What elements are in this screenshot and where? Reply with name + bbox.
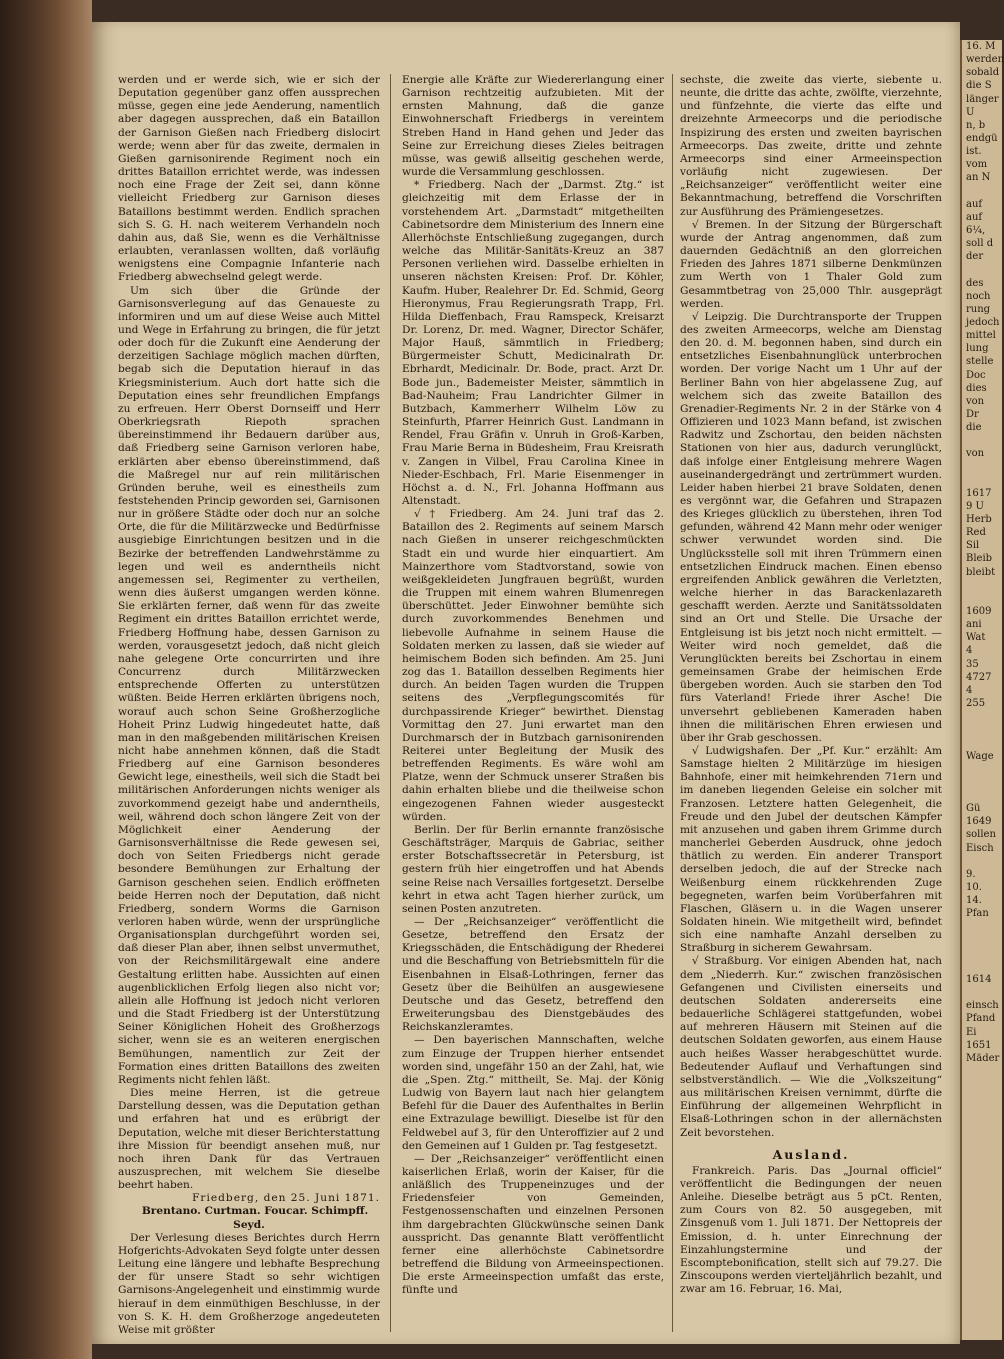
edge-fragment: dies [966,382,987,394]
article-paragraph: werden und er werde sich, wie er sich der Deputation gegenüber ganz offen aussprechen müsse, gegen eine jede Aenderung, namentlich aber dagegen aussprechen, daß ein Bataillon der Garnison Gießen nach Friedberg dislocirt werde; wenn aber für das zweite, dermalen in Gießen garnisonirende Regiment noch ein drittes Bataillon errichtet werde, was indessen noch eine Frage der Zeit sei, dann könne vielleicht Friedberg zur Garnison dieses Bataillons bestimmt werden. Endlich sprachen sich S. G. H. nach weiterem Verhandeln noch dahin aus, daß Sie, wenn es die Verhältnisse erlaubten, veranlassen wollten, daß vorläufig wenigstens eine Compagnie Infanterie nach Friedberg abwechselnd gelegt werde. [118,74,380,284]
article-paragraph: √ Straßburg. Vor einigen Abenden hat, nach dem „Niederrh. Kur.“ zwischen französischen Gefangenen und Civilisten einerseits und deutschen Soldaten andererseits eine bedauerliche Schlägerei stattgefunden, wobei auf mehreren Häusern mit Steinen auf die deutschen Soldaten geworfen, aus einem Hause auch heißes Wasser herabgeschüttet wurde. Bedeutender Auflauf und Verhaftungen sind selbstverständlich. — Wie die „Volkszeitung“ aus militärischen Kreisen vernimmt, dürfte die Einführung der allgemeinen Wehrpflicht in Elsaß-Lothringen schon in der allernächsten Zeit bevorstehen. [680,955,942,1139]
newspaper-page [92,22,960,1344]
edge-fragment: ist. [966,146,982,158]
edge-fragment [966,710,1002,723]
article-paragraph: Energie alle Kräfte zur Wiedererlangung einer Garnison rechtzeitig aufzubieten. Mit der ernsten Mahnung, daß die ganze Einwohnerschaft Friedbergs in vereintem Streben Hand in Hand gehen und Jeder das Seine zur Erreichung dieses Zieles beitragen müsse, was gewiß allseitig geschehen werde, wurde die Versammlung geschlossen. [402,74,664,179]
edge-fragment: länger [966,93,999,105]
edge-fragment [966,263,1002,276]
edge-fragment [966,947,1002,960]
edge-fragment: 4727 [966,671,992,683]
edge-fragment: ani [966,619,982,631]
edge-fragment: endgü [966,132,998,144]
edge-fragment: Gü [966,803,981,815]
edge-fragment [966,934,1002,947]
edge-fragment: U [966,106,975,118]
edge-fragment [966,920,1002,933]
edge-fragment: 16. M [966,41,996,52]
edge-fragment: auf [966,211,983,223]
edge-fragment: der [966,251,984,263]
edge-fragment [966,789,1002,802]
edge-fragment: Wat [966,632,986,644]
article-paragraph: — Den bayerischen Mannschaften, welche zum Einzuge der Truppen hierher entsendet worden sind, ungefähr 150 an der Zahl, hat, wie die „Spen. Ztg.“ mittheilt, Se. Maj. der König Ludwig von Bayern laut nach hier gelangtem Befehl für die Dauer des Aufenthaltes in Berlin eine Extrazulage bewilligt. Dieselbe ist für den Feldwebel auf 3, für den Unteroffizier auf 2 und den Gemeinen auf 1 Gulden pr. Tag festgesetzt. [402,1034,664,1152]
edge-fragment: Ei [966,1026,977,1038]
edge-fragment [966,185,1002,198]
edge-fragment: 6¼, [966,224,986,236]
article-paragraph: Berlin. Der für Berlin ernannte französische Geschäftsträger, Marquis de Gabriac, seither erster Botschaftssecretär in Petersburg, ist gestern früh hier eingetroffen und hat Abends seine Reise nach Versailles fortgesetzt. Derselbe kehrt in etwa acht Tagen hierher zurück, um seinen Posten anzutreten. [402,823,664,915]
edge-fragment: lung [966,343,989,355]
article-paragraph: * Friedberg. Nach der „Darmst. Ztg.“ ist gleichzeitig mit dem Erlasse der in vorstehendem Art. „Darmstadt“ mitgetheilten Cabinetsordre dem Ministerium des Innern eine Allerhöchste Entschließung zugegangen, durch welche das Militär-Sanitäts-Kreuz an 387 Personen verliehen wird. Dasselbe erhielten in unseren nächsten Kreisen: Prof. Dr. Köhler, Kaufm. Huber, Realehrer Dr. Ed. Schmid, Georg Hieronymus, Frau Regierungsrath Trapp, Frl. Hilda Dieffenbach, Frau Ramspeck, Kreisarzt Dr. Lorenz, Dr. med. Wagner, Director Schäfer, Major Hauß, sämmtlich in Friedberg; Bürgermeister Schutt, Medicinalrath Dr. Ebrhardt, Medicinalr. Dr. Bode, pract. Arzt Dr. Bode jun., Bademeister Meister, sämmtlich in Bad-Nauheim; Frau Landrichter Gilmer in Butzbach, Kammerherr Wilhelm Löw zu Steinfurth, Pfarrer Heinrich Gust. Landmann in Rendel, Frau Gräfin v. Unruh in Groß-Karben, Frau Marie Berna in Büdesheim, Frau Kreisrath v. Zangen in Vilbel, Frau Carolina Kinee in Nieder-Eschbach, Frl. Marie Eisenmenger in Höchst a. d. N., Frl. Johanna Hoffmann aus Altenstadt. [402,179,664,507]
edge-fragment: 9. [966,868,976,880]
edge-fragment [966,592,1002,605]
edge-fragment [966,763,1002,776]
edge-fragment: werden [966,54,1004,66]
edge-fragment: rung [966,303,991,315]
edge-fragment: an N [966,172,991,184]
edge-fragment: 1649 [966,816,992,828]
article-paragraph: Dies meine Herren, ist die getreue Darstellung dessen, was die Deputation gethan und erfahren hat und es erübrigt der Deputation, welche mit dieser Berichterstattung ihre Mission für beendigt ansehen muß, nur noch ihren Dank für das Vertrauen auszusprechen, mit welchem Sie dieselbe beehrt haben. [118,1087,380,1192]
book-spine [0,0,92,1359]
article-paragraph: sechste, die zweite das vierte, siebente u. neunte, die dritte das achte, zwölfte, vierzehnte, und fünfzehnte, die vierte das elfte und dreizehnte Armeecorps und die periodische Inspizirung des ersten und zweiten bayrischen Armeecorps. Das zweite, dritte und zehnte Armeecorps sind einer Armeeinspection vorläufig nicht zugewiesen. Der „Reichsanzeiger“ veröffentlicht weiter eine Bekanntmachung, betreffend die Vorschriften zur Ausführung des Prämiengesetzes. [680,74,942,218]
next-page-edge [960,40,1002,1340]
edge-fragment: 4 [966,645,973,657]
report-signers: Brentano. Curtman. Foucar. Schimpff. Seyd. [141,1205,369,1231]
edge-fragment: die S [966,80,992,92]
edge-fragment: Pfand [966,1013,996,1025]
column-divider [672,74,673,1332]
article-paragraph: — Der „Reichsanzeiger“ veröffentlicht die Gesetze, betreffend den Ersatz der Kriegsschäden, die Entschädigung der Rhederei und die Beschaffung von Betriebsmitteln für die Eisenbahnen in Elsaß-Lothringen, ferner das Gesetz über die Beihülfen an ausgewiesene Deutsche und das Gesetz, betreffend den Erweiterungsbau des Dienstgebäudes des Reichskanzleramtes. [402,916,664,1034]
edge-fragment: mittel [966,330,996,342]
edge-fragment: einsch [966,1000,999,1012]
edge-fragment: 1614 [966,973,992,985]
edge-fragment: 9 U [966,500,984,512]
edge-fragment [966,776,1002,789]
column-divider [390,74,391,1332]
edge-fragment: stelle [966,356,994,368]
edge-fragment: sobald [966,67,1000,79]
column-right [680,74,942,1336]
edge-fragment: Dr [966,408,979,420]
edge-fragment: n, b [966,119,986,131]
edge-fragment [966,986,1002,999]
article-paragraph: Um sich über die Gründe der Garnisonsverlegung auf das Genaueste zu informiren und um auf diese Weise auch Mittel und Wege in Erfahrung zu bringen, die für jetzt oder doch für die Zukunft eine Aenderung der derzeitigen Sachlage möglich machen dürften, begab sich die Deputation hierauf in das Kriegsministerium. Auch dort hatte sich die Deputation eines sehr freundlichen Empfangs zu erfreuen. Herr Oberst Dornseiff und Herr Oberkriegsrath Riepoth sprachen übereinstimmend ihr Bedauern darüber aus, daß Friedberg seine Garnison verloren habe, erklärten aber ebenso übereinstimmend, daß die Maßregel nur auf rein militärischen Gründen beruhe, weil es einestheils zum feststehenden Princip geworden sei, Garnisonen nur in größere Städte oder doch nur an solche Orte, die für die Militärzwecke und Bedürfnisse ausgiebige Einrichtungen besitzen und in die Bezirke der betreffenden Landwehrstämme zu legen und weil es anderntheils nicht angemessen sei, Regimenter zu vertheilen, wenn dies äußerst umgangen werden könne. Sie erklärten ferner, daß wenn für das zweite Regiment ein drittes Bataillon errichtet werde, Friedberg Hoffnung habe, dessen Garnison zu werden, vorausgesetzt jedoch, daß nicht gleich nahe gelegene Orte concurrirten und ihre Concurrenz durch Militärzwecken entsprechende Offerten zu unterstützen wüßten. Beide Herren erklärten übrigens noch, worauf auch schon Seine Großherzogliche Hoheit Prinz Ludwig hingedeutet hatte, daß man in den maßgebenden militärischen Kreisen nicht habe annehmen können, daß die Stadt Friedberg auf eine Garnison besonderes Gewicht lege, einestheils, weil sich die Stadt bei militärischen Anforderungen nichts weniger als zuvorkommend gezeigt habe und anderntheils, weil, während doch schon längere Zeit von der Möglichkeit einer Aenderung der Garnisonsverhältnisse die Rede gewesen sei, doch von Seiten Friedbergs nicht gerade besondere Bemühungen zur Erhaltung der Garnison geschehen seien. Endlich eröffneten beide Herren noch der Deputation, daß nicht Friedberg, sondern Worms die Garnison verloren haben würde, wenn der ursprüngliche Organisationsplan durchgeführt worden sei, daß dieser Plan aber, ihnen selbst unvermuthet, von der Reichsmilitärgewalt eine andere Gestaltung erlitten habe. Aussichten auf einen augenblicklichen Erfolg liegen also nicht vor; allein alle Hoffnung ist jedoch nicht verloren und die Stadt Friedberg ist der Unterstützung Seiner Königlichen Hoheit des Großherzogs sicher, wenn sie es an weiteren energischen Bemühungen, namentlich zur Zeit der Formation eines dritten Bataillons des zweiten Regiments nicht fehlen läßt. [118,284,380,1086]
edge-fragment [966,736,1002,749]
edge-fragment: 1609 [966,606,992,618]
edge-fragment: sollen [966,829,996,841]
edge-fragment [966,855,1002,868]
edge-fragment: Sil [966,540,980,552]
edge-fragment [966,474,1002,487]
article-paragraph: Der Verlesung dieses Berichtes durch Herrn Hofgerichts-Advokaten Seyd folgte unter dessen Leitung eine längere und lebhafte Besprechung der für unsere Stadt so sehr wichtigen Garnisons-Angelegenheit und einstimmig wurde hierauf in dem einmüthigen Beschlusse, in der von S. K. H. dem Großherzoge angedeuteten Weise mit größter [118,1231,380,1336]
edge-fragment: soll d [966,238,994,250]
article-paragraph: √ † Friedberg. Am 24. Juni traf das 2. Bataillon des 2. Regiments auf seinem Marsch nach Gießen in unserer reichgeschmückten Stadt ein und wurde hier einquartiert. Am Mainzerthore vom Stadtvorstand, sowie von weißgekleideten Jungfrauen begrüßt, wurden die Truppen mit einem wahren Blumenregen überschüttet. Jeder Einwohner bemühte sich durch zuvorkommendes Benehmen und liebevolle Aufnahme in seinem Hause die Soldaten merken zu lassen, daß sie wieder auf heimischem Boden sich befinden. Am 25. Juni zog das 1. Bataillon desselben Regiments hier durch. An beiden Tagen wurden die Truppen seitens des „Verpflegungscomités für durchpassirende Krieger“ bewirthet. Dienstag Vormittag den 27. Juni erwartet man den Durchmarsch der in Butzbach garnisonirenden Reiterei unter Begleitung der Musik des betreffenden Regiments. Es wäre wohl am Platze, wenn der Schmuck unserer Straßen bis dahin erhalten bliebe und die theilweise schon eingezogenen Fahnen wieder ausgesteckt würden. [402,508,664,823]
edge-fragment: 10. [966,882,982,893]
edge-fragment [966,960,1002,973]
edge-fragment [966,434,1002,447]
report-date-line: Friedberg, den 25. Juni 1871. [192,1192,380,1205]
next-page-edge-text [962,40,1002,1065]
edge-fragment [966,461,1002,474]
edge-fragment: 1651 [966,1039,992,1051]
edge-fragment: von [966,395,985,407]
column-left [118,74,380,1336]
edge-fragment: 14. [966,895,982,907]
edge-fragment: auf [966,198,983,210]
edge-fragment: 4 [966,684,973,696]
edge-fragment: Red [966,527,986,539]
edge-fragment: Eisch [966,842,994,854]
edge-fragment: jedoch [966,316,1000,328]
edge-fragment: vom [966,159,988,171]
article-paragraph: Frankreich. Paris. Das „Journal officiel“ veröffentlicht die Bedingungen der neuen Anleihe. Dieselbe beträgt aus 5 pCt. Renten, zum Cours von 82. 50 ausgegeben, mit Zinsgenuß vom 1. Juli 1871. Der Nettopreis der Emission, d. h. unter Einrechnung der Einzahlungstermine und der Escomptebonification, stellt sich auf 79.27. Die Zinscoupons werden vierteljährlich bezahlt, und zwar am 16. Februar, 16. Mai, [680,1164,942,1296]
edge-fragment: 1617 [966,487,992,499]
edge-fragment [966,579,1002,592]
edge-fragment: Mäder [966,1052,1000,1064]
edge-fragment: die [966,422,982,434]
edge-fragment: Herb [966,514,992,526]
edge-fragment: noch [966,290,991,302]
edge-fragment: von [966,448,985,460]
article-paragraph: √ Bremen. In der Sitzung der Bürgerschaft wurde der Antrag angenommen, daß zum dauernden Gedächtniß an den glorreichen Frieden des Jahres 1871 silberne Denkmünzen zum Werth von 1 Thaler Gold zum Gesammtbetrag von 25,000 Thlr. ausgeprägt werden. [680,218,942,310]
edge-fragment: Wage [966,750,994,762]
column-middle [402,74,664,1336]
edge-fragment: des [966,277,984,289]
article-paragraph: — Der „Reichsanzeiger“ veröffentlicht einen kaiserlichen Erlaß, worin der Kaiser, für die anläßlich des Truppeneinzuges und der Friedensfeier von Gemeinden, Festgenossenschaften und einzelnen Personen ihm dargebrachten Glückwünsche seinen Dank ausspricht. Das genannte Blatt veröffentlicht ferner eine allerhöchste Cabinetsordre betreffend die Bildung von Armeeinspectionen. Die erste Armeeinspection umfaßt das erste, fünfte und [402,1152,664,1297]
edge-fragment: bleibt [966,566,996,578]
edge-fragment: Bleib [966,553,993,565]
article-paragraph: √ Leipzig. Die Durchtransporte der Truppen des zweiten Armeecorps, welche am Dienstag den 20. d. M. begonnen haben, sind durch ein entsetzliches Eisenbahnunglück unterbrochen worden. Der vorige Nacht um 1 Uhr auf der Berliner Bahn von hier abgelassene Zug, auf welchem sich das zweite Bataillon des Grenadier-Regiments Nr. 2 in der Stärke von 4 Offizieren und 1023 Mann befand, ist zwischen Radwitz und Zschortau, den beiden nächsten Stationen von hier aus, dadurch verunglückt, daß infolge einer Entgleisung mehrere Wagen auseinandergedrängt und zertrümmert wurden. Leider haben hierbei 21 brave Soldaten, denen es vergönnt war, die Gefahren und Strapazen des Krieges glücklich zu überstehen, ihren Tod gefunden, während 42 Mann mehr oder weniger schwer verwundet worden sind. Die Unglücksstelle soll mit ihren Trümmern einen entsetzlichen Eindruck machen. Einen ebenso ergreifenden Anblick gewähren die Verletzten, welche hierher in das Barackenlazareth geschafft werden. Aerzte und Sanitätssoldaten sind an Ort und Stelle. Die Ursache der Entgleisung ist bis jetzt noch nicht ermittelt. — Weiter wird noch gemeldet, daß die Verunglückten bereits bei Zschortau in einem gemeinsamen Grabe der heimischen Erde übergeben worden. Auch sie starben den Tod fürs Vaterland! Friede ihrer Asche! Die unversehrt gebliebenen Kameraden haben ihnen die militärischen Ehren erwiesen und über ihr Grab geschossen. [680,310,942,744]
section-heading-ausland: Ausland. [772,1146,850,1162]
edge-fragment: Doc [966,369,986,381]
article-paragraph: √ Ludwigshafen. Der „Pf. Kur.“ erzählt: Am Samstage hielten 2 Militärzüge im hiesigen Bahnhofe, einer mit heimkehrenden 71ern und im daneben liegenden Geleise ein solcher mit Franzosen. Letztere hatten Gelegenheit, die Freude und den Jubel der deutschen Kämpfer mit anzusehen und gaben ihrem Grimme durch mancherlei Geberden Ausdruck, ohne jedoch thätlich zu werden. Ein anderer Transport derselben jedoch, die auf der Strecke nach Weißenburg einem rückkehrenden Zuge begegneten, warfen beim Vorüberfahren mit Flaschen, Gläsern u. in die Wagen unserer Soldaten hinein. Wie mitgetheilt wird, befindet sich eine namhafte Anzahl derselben zu Straßburg in sicherem Gewahrsam. [680,744,942,955]
edge-fragment: 35 [966,658,979,670]
edge-fragment: Pfan [966,908,989,920]
edge-fragment [966,723,1002,736]
edge-fragment: 255 [966,698,986,710]
